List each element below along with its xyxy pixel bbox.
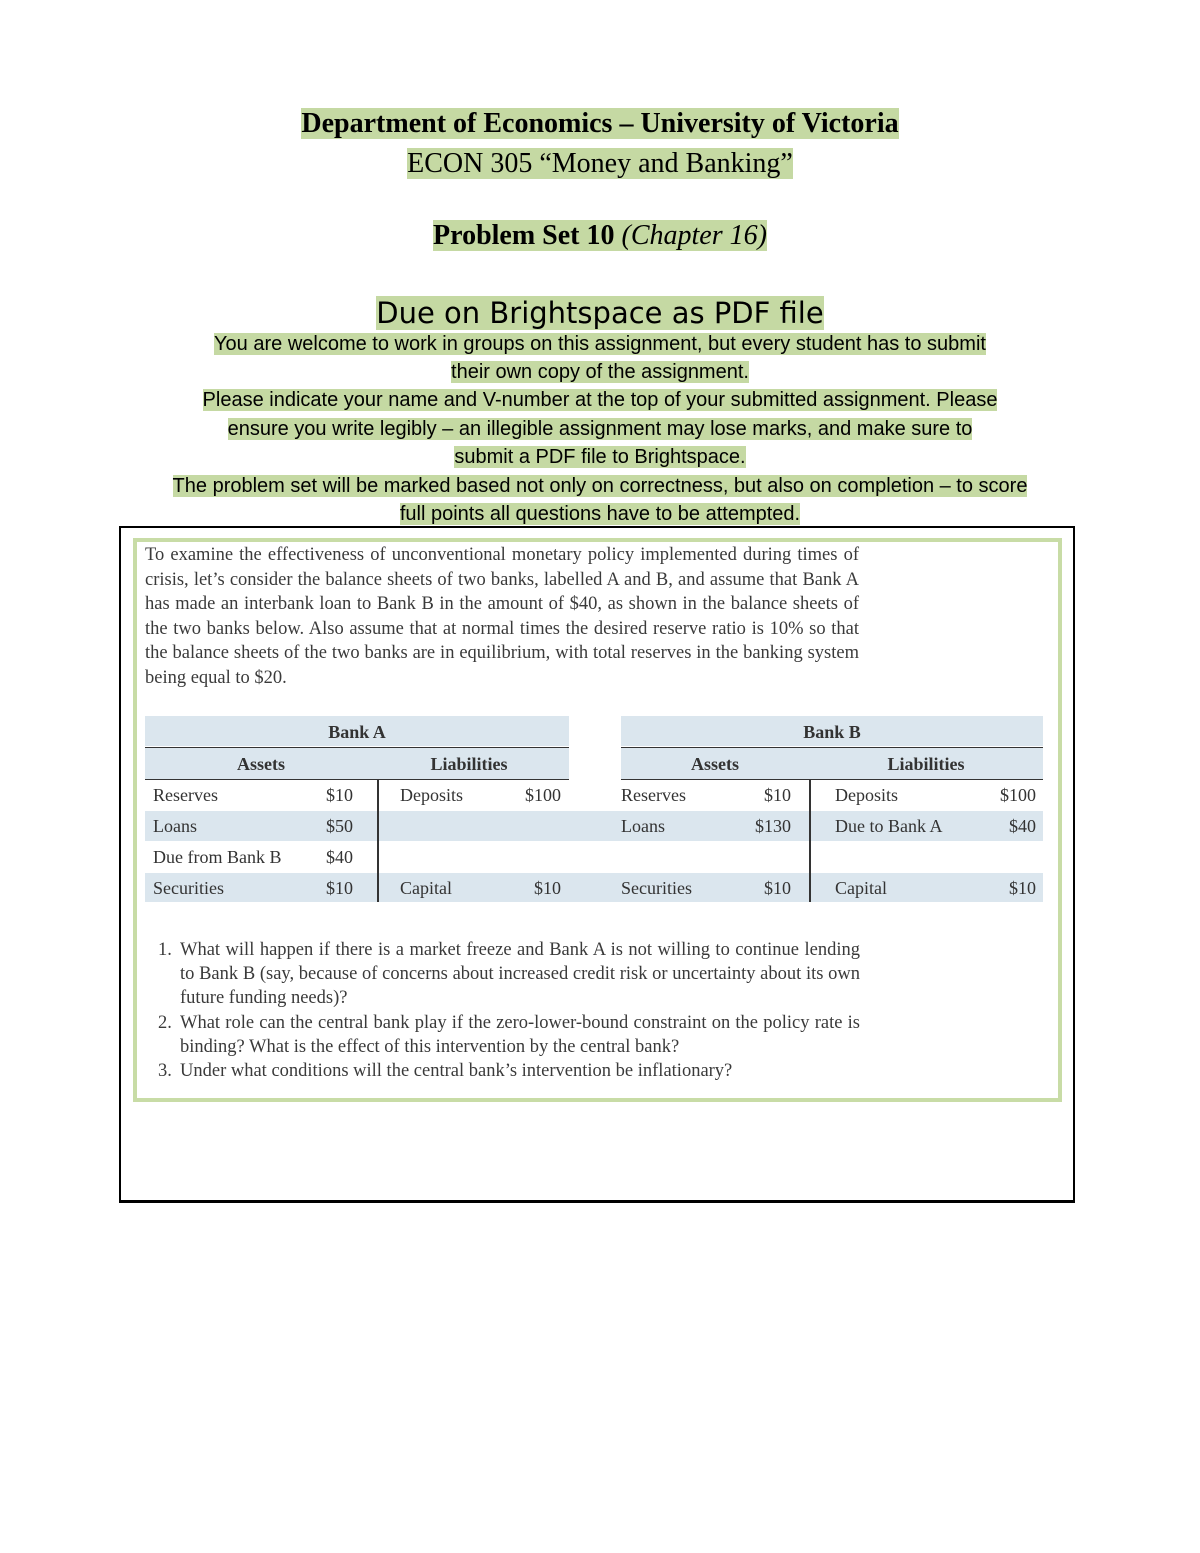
question-text: What role can the central bank play if the zero-lower-bound constraint on the policy rate is binding? What is the effect of this intervention by the central bank? <box>180 1012 860 1057</box>
chapter-label: (Chapter 16) <box>621 220 767 251</box>
bank-a-liability-label: Capital <box>400 878 452 898</box>
bank-a-assets-header: Assets <box>237 754 285 774</box>
bank-b-asset-label: Loans <box>621 816 665 836</box>
divider <box>377 780 379 902</box>
bank-a-asset-value: $40 <box>326 847 353 867</box>
bank-b-liability-label: Due to Bank A <box>835 816 943 836</box>
row-band <box>145 873 1043 902</box>
divider <box>809 780 811 902</box>
bank-a-asset-label: Loans <box>153 816 197 836</box>
rule <box>621 747 1043 748</box>
bank-b-asset-value: $10 <box>764 785 791 805</box>
bank-a-asset-label: Securities <box>153 878 224 898</box>
bank-a-asset-value: $10 <box>326 785 353 805</box>
bank-a-liability-value: $100 <box>525 785 561 805</box>
bank-a-asset-value: $50 <box>326 816 353 836</box>
department-title: Department of Economics – University of Victoria <box>301 108 899 139</box>
bank-b-asset-label: Securities <box>621 878 692 898</box>
bank-b-liability-value: $10 <box>1009 878 1036 898</box>
problem-intro: To examine the effectiveness of unconventional monetary policy implemented during times of crisis, let’s consider the balance sheets of two banks, labelled A and B, and assume that Bank A has made an interbank loan to Bank B in the amount of $40, as shown in the balance sheets of the two banks below. Also assume that at normal times the desired reserve ratio is 10% so that the balance sheets of the two banks are in equilibrium, with total reserves in the banking system being equal to $20. <box>145 545 859 688</box>
question-item <box>158 938 860 1011</box>
question-number: 2. <box>158 1012 172 1033</box>
bank-a-liability-label: Deposits <box>400 785 463 805</box>
instruction-line: ensure you write legibly – an illegible assignment may lose marks, and make sure to <box>227 418 973 440</box>
bank-a-asset-value: $10 <box>326 878 353 898</box>
bank-b-liability-value: $100 <box>1000 785 1036 805</box>
bank-a-title: Bank A <box>328 722 386 742</box>
instruction-line: Please indicate your name and V-number at the top of your submitted assignment. Please <box>202 389 998 411</box>
bank-b-liability-label: Deposits <box>835 785 898 805</box>
rule <box>145 747 569 748</box>
question-item <box>158 1011 860 1059</box>
bank-a-asset-label: Due from Bank B <box>153 847 282 867</box>
balance-sheets-table <box>145 716 1043 902</box>
question-number: 3. <box>158 1061 172 1082</box>
instruction-line: their own copy of the assignment. <box>451 361 749 383</box>
bank-b-asset-label: Reserves <box>621 785 686 805</box>
bank-b-title: Bank B <box>803 722 861 742</box>
question-list <box>158 938 860 1083</box>
bank-b-liabilities-header: Liabilities <box>887 754 965 774</box>
question-text: Under what conditions will the central bank’s intervention be inflationary? <box>180 1061 733 1082</box>
rule <box>621 779 1043 780</box>
bank-a-asset-label: Reserves <box>153 785 218 805</box>
question-text: What will happen if there is a market freeze and Bank A is not willing to continue lending to Bank B (say, because of concerns about increased credit risk or uncertainty about its own future funding needs)? <box>180 940 860 1009</box>
problem-set-title: Problem Set 10 (Chapter 16) <box>433 220 767 251</box>
bank-b-liability-value: $40 <box>1009 816 1036 836</box>
question-number: 1. <box>158 940 172 960</box>
instruction-line: full points all questions have to be attempted. <box>399 503 801 525</box>
bank-b-liability-label: Capital <box>835 878 887 898</box>
course-title: ECON 305 “Money and Banking” <box>407 148 793 179</box>
bank-a-liability-value: $10 <box>534 878 561 898</box>
instruction-line: submit a PDF file to Brightspace. <box>454 446 746 468</box>
question-item <box>158 1059 860 1083</box>
bank-a-liabilities-header: Liabilities <box>430 754 508 774</box>
instruction-line: The problem set will be marked based not only on correctness, but also on completion – to score <box>172 475 1028 497</box>
instruction-line: You are welcome to work in groups on this assignment, but every student has to submit <box>214 333 986 355</box>
due-notice: Due on Brightspace as PDF file <box>376 296 824 330</box>
bank-b-asset-value: $10 <box>764 878 791 898</box>
bank-b-asset-value: $130 <box>755 816 791 836</box>
rule <box>145 779 569 780</box>
bank-b-assets-header: Assets <box>691 754 739 774</box>
